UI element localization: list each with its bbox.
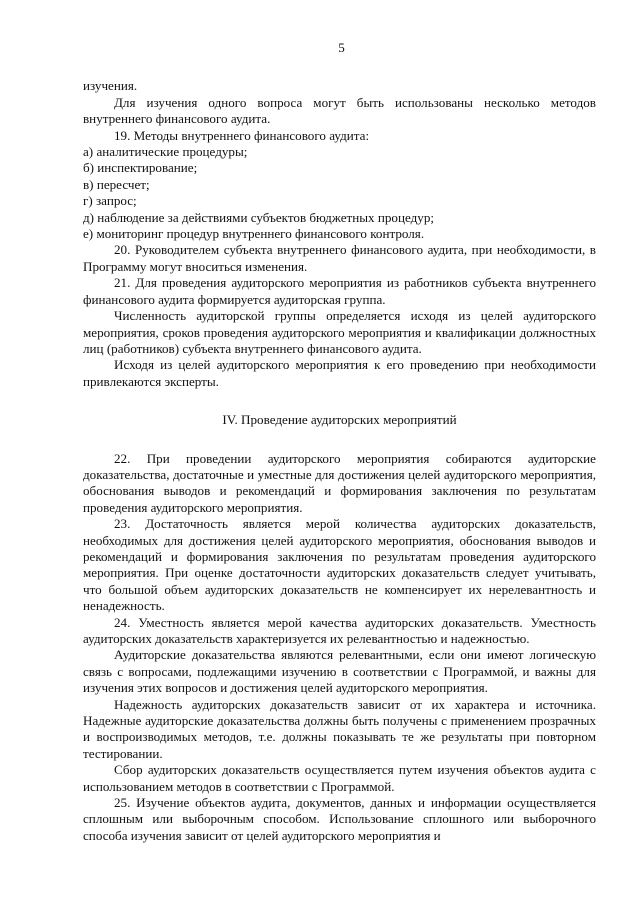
page-number: 5 [338, 40, 345, 55]
paragraph: 25. Изучение объектов аудита, документов, данных и информации осуществляется сплошным или выборочным способом. Использование сплошного или выборочного способа изучения зависит от целей аудиторского мероприятия и [83, 795, 596, 843]
paragraph: д) наблюдение за действиями субъектов бюджетных процедур; [83, 209, 435, 225]
paragraph: 20. Руководителем субъекта внутреннего финансового аудита, при необходимости, в Программу могут вноситься изменения. [83, 242, 596, 274]
paragraph: изучения. [83, 78, 138, 94]
paragraph: г) запрос; [83, 193, 137, 209]
paragraph: Численность аудиторской группы определяется исходя из целей аудиторского мероприятия, сроков проведения аудиторского мероприятия и квалификации должностных лиц (работников) субъекта внутреннего финансового аудита. [83, 308, 596, 356]
section-heading: IV. Проведение аудиторских мероприятий [222, 412, 457, 428]
paragraph: Аудиторские доказательства являются релевантными, если они имеют логическую связь с вопросами, подлежащими изучению в соответствии с Программой, и важны для изучения этих вопросов и достижения целей аудиторского мероприятия. [83, 647, 596, 696]
paragraph: 22. При проведении аудиторского мероприятия собираются аудиторские доказательства, достаточные и уместные для достижения целей аудиторского мероприятия, обоснования выводов и рекомендаций и формирования заключения по результатам проведения аудиторского мероприятия. [83, 450, 596, 515]
paragraph: Надежность аудиторских доказательств зависит от их характера и источника. Надежные аудиторские доказательства должны быть получены с применением прозрачных и воспроизводимых методов, т.е. должны показывать те же результаты при повторном тестировании. [83, 696, 596, 761]
paragraph: в) пересчет; [83, 176, 150, 192]
paragraphs-after-heading [83, 451, 596, 845]
paragraph: 19. Методы внутреннего финансового аудита: [114, 127, 370, 143]
paragraph: 23. Достаточность является мерой количества аудиторских доказательств, необходимых для достижения целей аудиторского мероприятия, обоснования выводов и рекомендаций и формирования заключения по результатам проведения аудиторского мероприятия. При оценке достаточности аудиторских доказательств следует учитывать, что большой объем аудиторских доказательств не компенсирует их нерелевантность и ненадежность. [83, 516, 596, 614]
document-body [83, 78, 596, 844]
paragraph: Для изучения одного вопроса могут быть использованы несколько методов внутреннего финансового аудита. [83, 94, 596, 127]
paragraph: 24. Уместность является мерой качества аудиторских доказательств. Уместность аудиторских доказательств характеризуется их релевантностью и надежностью. [83, 614, 596, 646]
paragraph: б) инспектирование; [83, 160, 198, 176]
paragraph: 21. Для проведения аудиторского мероприятия из работников субъекта внутреннего финансового аудита формируется аудиторская группа. [83, 275, 596, 307]
paragraph: а) аналитические процедуры; [83, 144, 248, 160]
paragraph: Исходя из целей аудиторского мероприятия к его проведению при необходимости привлекаются эксперты. [83, 357, 596, 389]
paragraph: Сбор аудиторских доказательств осуществляется путем изучения объектов аудита с использованием методов в соответствии с Программой. [83, 762, 596, 794]
paragraph: е) мониторинг процедур внутреннего финансового контроля. [83, 226, 425, 242]
paragraphs-before-heading [83, 78, 596, 390]
